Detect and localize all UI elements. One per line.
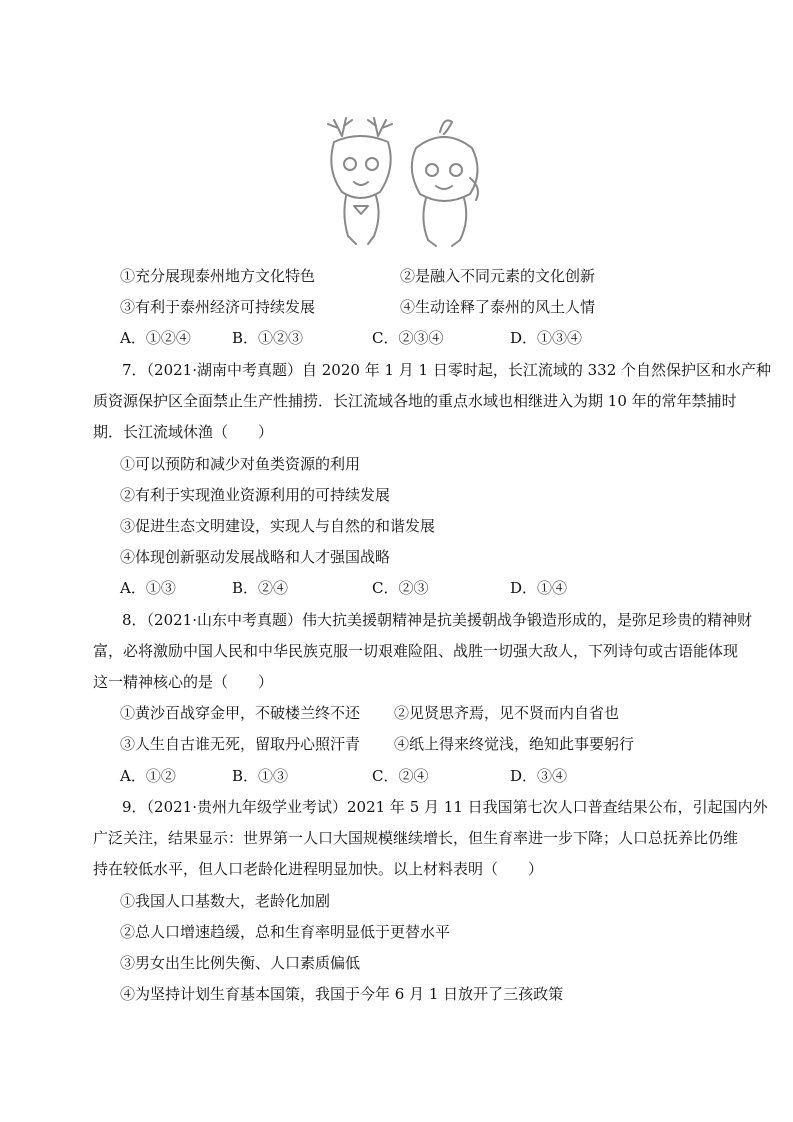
q9-statement-4: ④为坚持计划生育基本国策，我国于今年 6 月 1 日放开了三孩政策 — [120, 985, 564, 1003]
q9-stem-line-2: 广泛关注，结果显示：世界第一人口大国规模继续增长，但生育率进一步下降；人口总抚养比仍维 — [93, 829, 739, 847]
q8-stem-line-3: 这一精神核心的是（ ） — [93, 673, 274, 691]
q7-option-c[interactable]: C．②③ — [372, 579, 429, 597]
q7-stem-line-3: 期．长江流域休渔（ ） — [93, 423, 274, 441]
q6-statement-1: ①充分展现泰州地方文化特色 — [120, 267, 316, 285]
q8-statement-1: ①黄沙百战穿金甲，不破楼兰终不还 — [120, 704, 361, 722]
q6-option-c[interactable]: C．②③④ — [372, 329, 444, 347]
q6-option-a[interactable]: A．①②④ — [120, 329, 191, 347]
q9-statement-2: ②总人口增速趋缓，总和生育率明显低于更替水平 — [120, 923, 451, 941]
q6-option-b[interactable]: B．①②③ — [232, 329, 304, 347]
q7-statement-2: ②有利于实现渔业资源利用的可持续发展 — [120, 486, 391, 504]
mascot-illustration — [320, 108, 490, 253]
q9-statement-1: ①我国人口基数大，老龄化加剧 — [120, 892, 331, 910]
q7-statement-3: ③促进生态文明建设，实现人与自然的和谐发展 — [120, 517, 436, 535]
q8-option-b[interactable]: B．①③ — [232, 767, 289, 785]
q8-option-d[interactable]: D．③④ — [510, 767, 568, 785]
q6-statement-2: ②是融入不同元素的文化创新 — [400, 267, 596, 285]
q7-option-a[interactable]: A．①③ — [120, 579, 176, 597]
q8-stem-line-2: 富，必将激励中国人民和中华民族克服一切艰难险阻、战胜一切强大敌人，下列诗句或古语能体现 — [93, 642, 739, 660]
q9-stem-line-3: 持在较低水平，但人口老龄化进程明显加快。以上材料表明（ ） — [93, 860, 544, 878]
q7-stem-line-1: 7．（2021·湖南中考真题）自 2020 年 1 月 1 日零时起，长江流域的 332 个自然保护区和水产种 — [122, 361, 772, 379]
q7-option-d[interactable]: D．①④ — [510, 579, 568, 597]
q8-statement-3: ③人生自古谁无死，留取丹心照汗青 — [120, 735, 361, 753]
q8-stem-line-1: 8．（2021·山东中考真题）伟大抗美援朝精神是抗美援朝战争锻造形成的，是弥足珍贵的精神财 — [122, 611, 752, 629]
q7-option-b[interactable]: B．②④ — [232, 579, 289, 597]
q7-stem-line-2: 质资源保护区全面禁止生产性捕捞．长江流域各地的重点水域也相继进入为期 10 年的常年禁捕时 — [93, 392, 737, 410]
q9-stem-line-1: 9．（2021·贵州九年级学业考试）2021 年 5 月 11 日我国第七次人口普查结果公布，引起国内外 — [122, 798, 768, 816]
q6-option-d[interactable]: D．①③④ — [510, 329, 583, 347]
q8-option-a[interactable]: A．①② — [120, 767, 176, 785]
q7-statement-4: ④体现创新驱动发展战略和人才强国战略 — [120, 548, 391, 566]
q8-statement-2: ②见贤思齐焉，见不贤而内自省也 — [394, 704, 620, 722]
q6-statement-4: ④生动诠释了泰州的风土人情 — [400, 298, 596, 316]
q6-statement-3: ③有利于泰州经济可持续发展 — [120, 298, 316, 316]
q8-statement-4: ④纸上得来终觉浅，绝知此事要躬行 — [394, 735, 635, 753]
q8-option-c[interactable]: C．②④ — [372, 767, 429, 785]
q9-statement-3: ③男女出生比例失衡、人口素质偏低 — [120, 954, 361, 972]
q7-statement-1: ①可以预防和减少对鱼类资源的利用 — [120, 455, 361, 473]
